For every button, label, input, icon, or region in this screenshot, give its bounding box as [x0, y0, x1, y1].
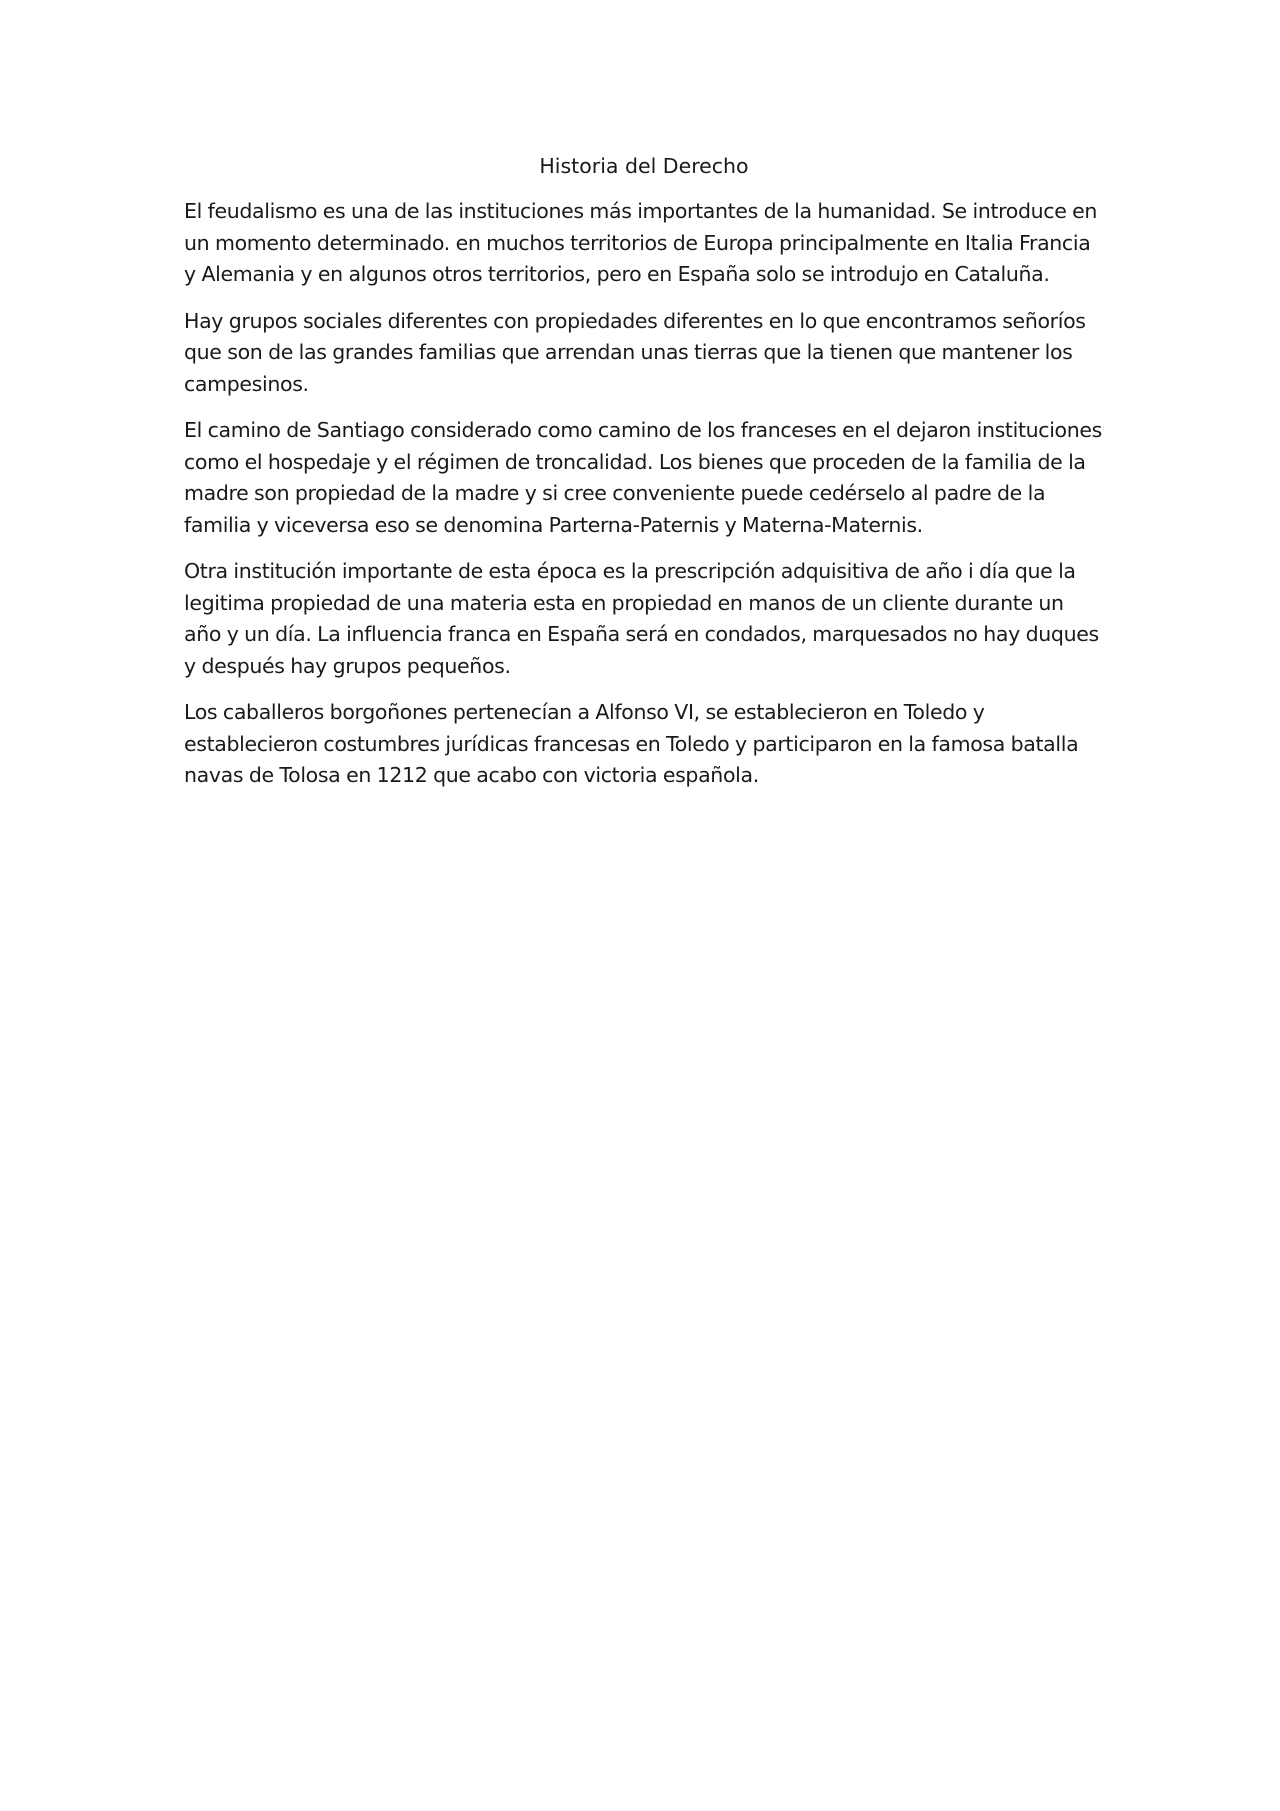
paragraph-caballeros: Los caballeros borgoñones pertenecían a Alfonso VI, se establecieron en Toledo y establecieron costumbres jurídicas francesas en Toledo y participaron en la famosa batalla navas de Tolosa en 1212 que acabo con victoria española. — [184, 700, 1079, 787]
paragraph-prescripcion: Otra institución importante de esta época es la prescripción adquisitiva de año i día que la legitima propiedad de una materia esta en propiedad en manos de un cliente durante un año y un día. La influencia franca en España será en condados, marquesados no hay duques y después hay grupos pequeños. — [184, 559, 1099, 678]
document-body — [184, 150, 1104, 807]
paragraph-camino-santiago: El camino de Santiago considerado como camino de los franceses en el dejaron instituciones como el hospedaje y el régimen de troncalidad. Los bienes que proceden de la familia de la madre son propiedad de la madre y si cree conveniente puede cedérselo al padre de la familia y viceversa eso se denomina Parterna-Paternis y Materna-Maternis. — [184, 418, 1102, 537]
paragraph-feudalismo: El feudalismo es una de las instituciones más importantes de la humanidad. Se introduce en un momento determinado. en muchos territorios de Europa principalmente en Italia Francia y Alemania y en algunos otros territorios, pero en España solo se introdujo en Cataluña. — [184, 199, 1098, 286]
document-title: Historia del Derecho — [539, 154, 749, 178]
paragraph-grupos-sociales: Hay grupos sociales diferentes con propiedades diferentes en lo que encontramos señoríos que son de las grandes familias que arrendan unas tierras que la tienen que mantener los campesinos. — [184, 308, 1086, 396]
